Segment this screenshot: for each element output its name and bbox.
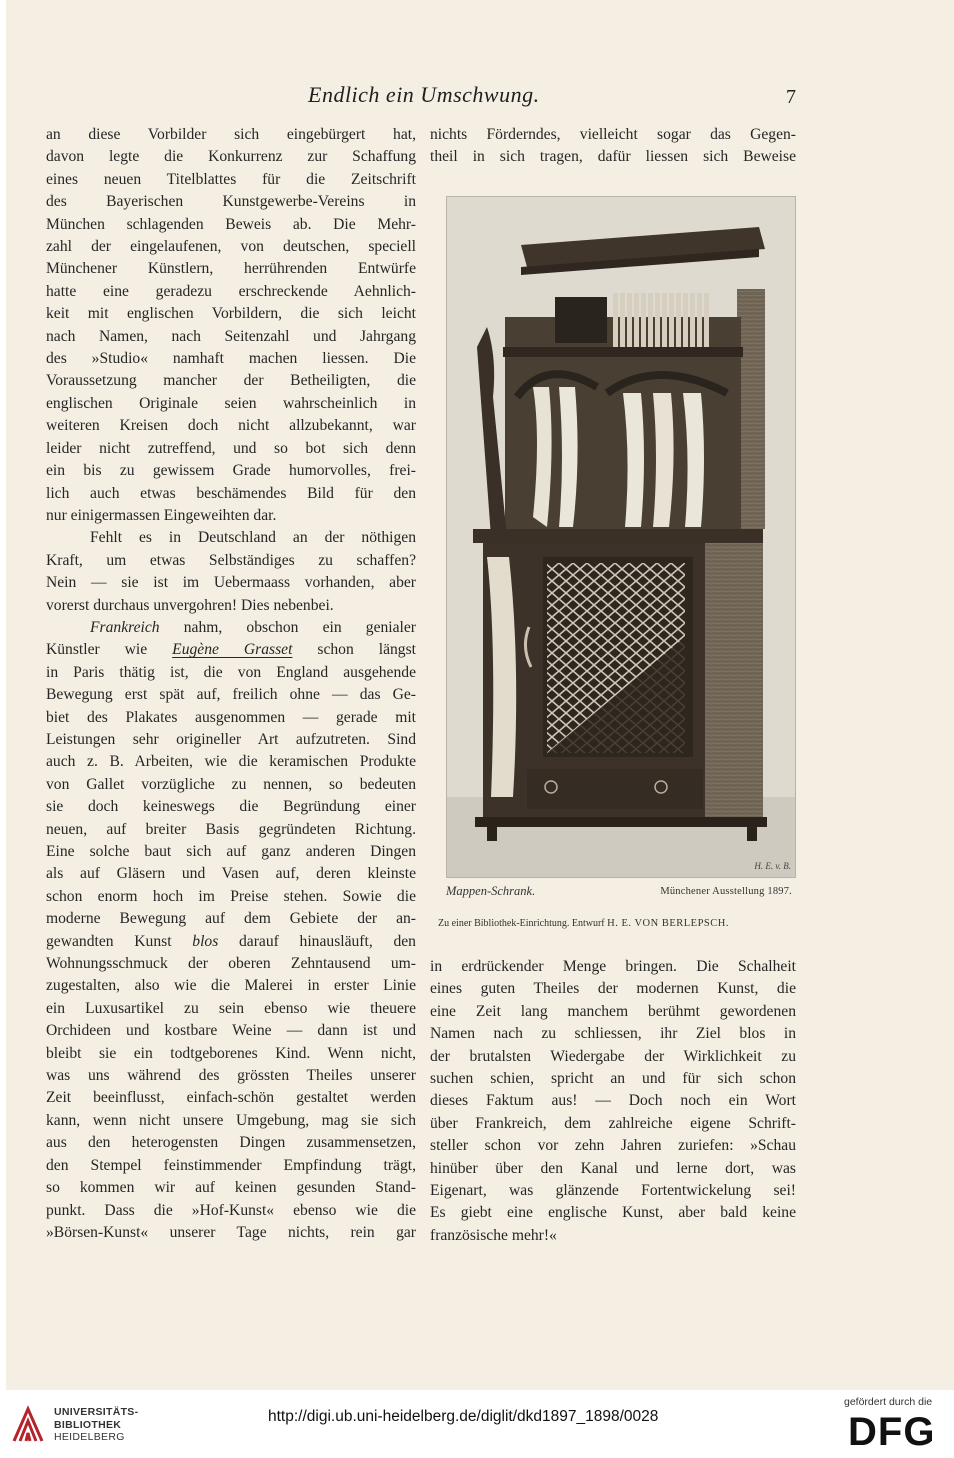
text-line: von Gallet vorzügliche zu nennen, so bedeuten [46,775,416,793]
text-line: ein bis zu gewissem Grade humorvolles, frei- [46,462,416,480]
right-column-bottom [430,956,796,1247]
text-line: davon legte die Konkurrenz zur Schaffung [46,148,416,166]
text-line: eine Zeit lang manchem berühmt gewordenen [430,1002,796,1020]
text-run: gewandten Kunst [46,932,193,950]
text-line: theil in sich tragen, dafür liessen sich Beweise [430,148,796,166]
text-line: nach Namen, nach Seitenzahl und Jahrgang [46,327,416,345]
text-line: nur einigermassen Eingeweihten dar. [46,506,277,524]
text-line: Leistungen sehr origineller Art aufzutreten. Sind [46,730,416,748]
text-line: in erdrückender Menge bringen. Die Schalheit [430,958,796,975]
text-line: lich auch etwas beschämendes Bild für den [46,484,416,502]
text-line: moderne Bewegung auf dem Gebiete der an- [46,910,416,928]
figure-plate [446,196,796,878]
text-line: bleibt sie ein todtgeborenes Kind. Wenn nicht, [46,1044,416,1062]
text-line: zugestalten, also wie die Malerei in erster Linie [46,977,416,995]
text-line: steller schon vor zehn Jahren zuriefen: »Schau [430,1137,796,1155]
text-line: den Stempel feinstimmender Empfindung trägt, [46,1156,416,1174]
institution-line: BIBLIOTHEK [54,1418,122,1431]
text-line: sie doch keineswegs die Begründung einer [46,798,416,816]
italic-word: blos [192,932,219,950]
institution-line: HEIDELBERG [54,1431,125,1443]
text-line: Fehlt es in Deutschland an der nöthigen [90,529,416,547]
text-line: biet des Plakates ausgenommen — gerade mit [46,708,416,726]
text-line [46,617,416,639]
caption-exhibition: Münchener Ausstellung 1897. [660,886,792,897]
text-line: der brutalsten Wiedergabe der Wirklichkeit zu [430,1047,796,1065]
text-line: Zeit beeinflusst, einfach-schön gestaltet werden [46,1089,416,1107]
text-line: Eigenart, was glänzende Fortentwickelung sei! [430,1182,796,1200]
text-line: Namen nach zu schliessen, ihr Ziel blos in [430,1025,796,1043]
text-line: weiteren Kreisen doch nicht allzubekannt, war [46,417,416,435]
text-line: nichts Förderndes, vielleicht sogar das Gegen- [430,126,796,143]
left-column [46,124,416,1244]
text-line: suchen schien, spricht an und für sich schon [430,1070,796,1088]
text-line: »Börsen-Kunst« unserer Tage nichts, rein gar [46,1223,416,1241]
text-line: ein Luxusartikel zu sein ebenso wie theuere [46,999,416,1017]
running-title: Endlich ein Umschwung. [308,82,540,107]
text-line: Wohnungsschmuck der oberen Zehntausend um- [46,955,416,973]
text-run: Künstler wie [46,641,173,659]
text-line [46,639,416,661]
permalink-url[interactable]: http://digi.ub.uni-heidelberg.de/diglit/dkd1897_1898/0028 [268,1408,659,1425]
text-run: darauf hinausläuft, den [218,932,416,950]
text-line: Voraussetzung mancher der Betheiligten, die [46,372,416,390]
text-line: des Bayerischen Kunstgewerbe-Vereins in [46,193,416,211]
text-line: Bewegung erst spät auf, freilich ohne — das Ge- [46,686,416,704]
text-line: hinüber über den Kanal und lerne dort, was [430,1159,796,1177]
funded-by-label: gefördert durch die [844,1396,933,1408]
text-line: Es giebt eine englische Kunst, aber bald keine [430,1204,796,1222]
text-line: keit mit englischen Vorbildern, die sich leicht [46,305,416,323]
text-run: nahm, obschon ein genialer [159,618,416,636]
artist-signature: H. E. v. B. [754,861,791,871]
text-line [46,931,416,953]
text-line: leider nicht zutreffend, und so bot sich denn [46,439,416,457]
italic-artist-name: Eugène Grasset [172,641,293,659]
university-logo-icon [10,1405,46,1450]
caption-title: Mappen-Schrank. [446,884,536,898]
text-line: punkt. Dass die »Hof-Kunst« ebenso wie die [46,1201,416,1219]
text-line: kann, wenn nicht unsere Umgebung, mag sie sich [46,1111,416,1129]
text-line: des »Studio« namhaft machen liessen. Die [46,350,416,368]
text-run: schon längst [292,641,416,659]
institution-line: UNIVERSITÄTS- [54,1406,139,1418]
text-line: schon enorm hoch im Preise stehen. Sowie die [46,887,416,905]
right-column-top [430,124,796,169]
caption-detail: Zu einer Bibliothek-Einrichtung. Entwurf [438,918,605,929]
text-line: München schlagenden Beweis ab. Die Mehr- [46,215,416,233]
text-line: eines neuen Titelblattes für die Zeitschrift [46,170,416,188]
text-line: in Paris thätig ist, die von England ausgehende [46,663,416,681]
text-line: dieses Faktum aus! — Doch noch ein Wort [430,1092,796,1110]
text-line: Eine solche baut sich auf ganz anderen Dingen [46,843,416,860]
text-line: als auf Gläsern und Vasen auf, deren kleinste [46,865,416,883]
text-line: neuen, auf breiter Basis gegründeten Richtung. [46,820,416,838]
text-line: hatte eine geradezu erschreckende Aehnlich- [46,282,416,300]
page-number: 7 [786,86,796,108]
text-line: Kraft, um etwas Selbständiges zu schaffen? [46,551,416,569]
text-line: an diese Vorbilder sich eingebürgert hat, [46,126,416,143]
text-line: englischen Originale seien wahrscheinlich in [46,394,416,412]
italic-country: Frankreich [90,618,160,636]
text-line: Orchideen und kostbare Weine — dann ist und [46,1022,416,1040]
text-line: Münchener Künstlern, herrührenden Entwürfe [46,260,416,278]
text-line: auch z. B. Arbeiten, wie die keramischen Produkte [46,753,416,771]
cabinet-illustration [447,197,795,877]
text-line: zahl der eingelaufenen, von deutschen, speciell [46,238,416,256]
text-line: französische mehr!« [430,1226,557,1244]
text-line: über Frankreich, dem zahlreiche eigene Schrift- [430,1114,796,1132]
institution-name [54,1406,138,1444]
text-line: vorerst durchaus unvergohren! Dies nebenbei. [46,596,334,614]
text-line: Nein — sie ist im Uebermaass vorhanden, aber [46,574,416,592]
text-line: so kommen wir auf keinen gesunden Stand- [46,1179,416,1197]
text-line: was uns während des grössten Theiles unserer [46,1067,416,1085]
text-line: eines guten Theiles der modernen Kunst, die [430,980,796,998]
dfg-logo: DFG [848,1410,936,1454]
figure-credit [438,918,798,929]
caption-designer: H. E. VON BERLEPSCH. [607,918,729,929]
text-line: aus den heterogensten Dingen zusammensetzen, [46,1134,416,1152]
